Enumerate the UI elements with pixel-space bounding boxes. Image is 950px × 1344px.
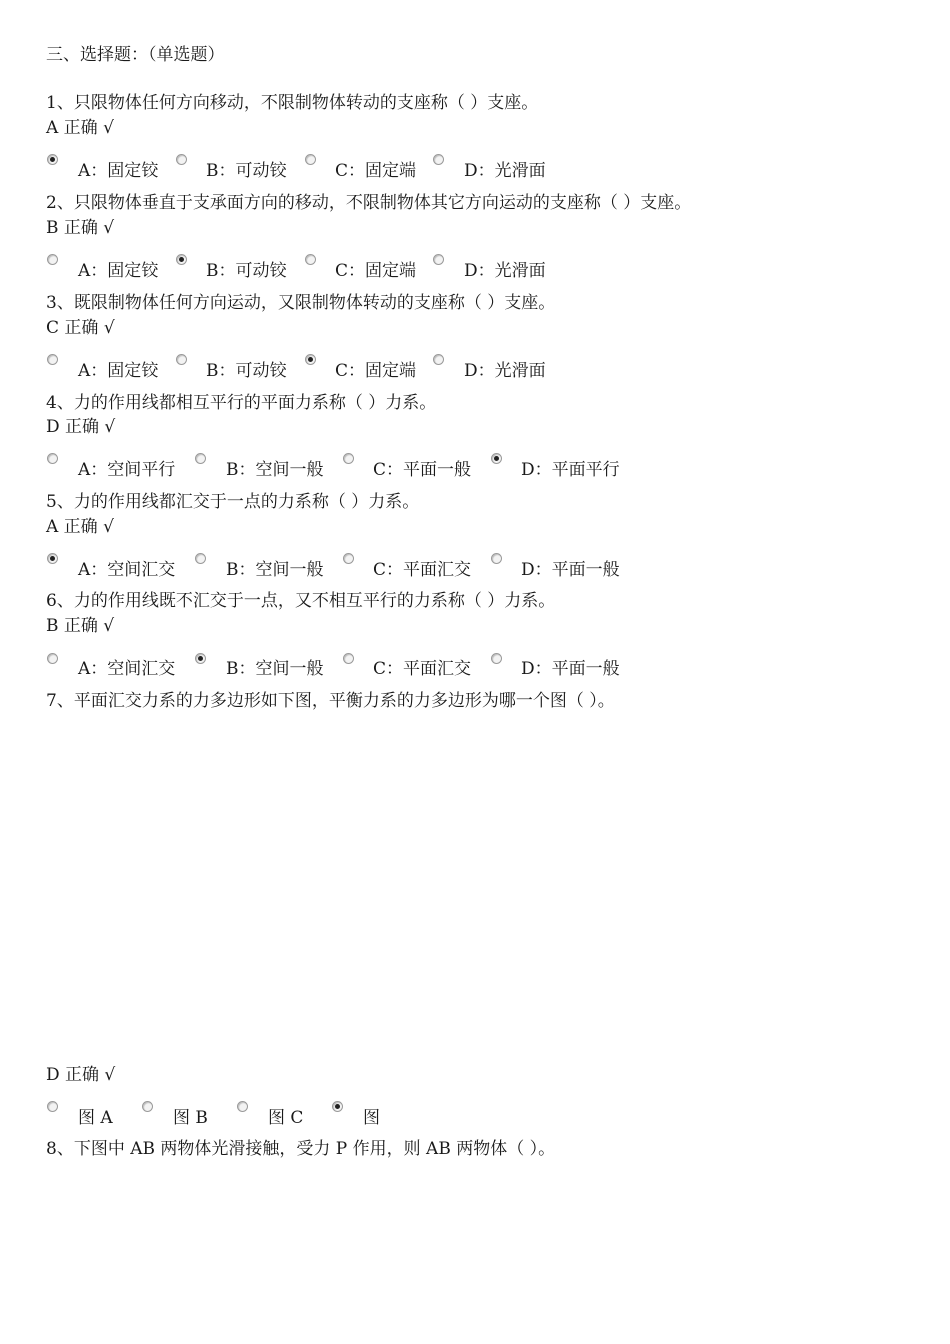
radio-option-d[interactable]	[433, 154, 444, 165]
radio-option-a[interactable]	[47, 154, 58, 165]
radio-option-c[interactable]	[305, 354, 316, 365]
option-label: 图	[363, 1108, 380, 1128]
option-label: D：平面一般	[521, 659, 620, 679]
option-label: A：固定铰	[78, 261, 159, 281]
option-label: C：固定端	[335, 361, 417, 381]
radio-option-c[interactable]	[343, 553, 354, 564]
answer-text: D 正确 √	[46, 417, 116, 437]
radio-option-d[interactable]	[332, 1101, 343, 1112]
radio-option-b[interactable]	[142, 1101, 153, 1112]
answer-text: A 正确 √	[46, 517, 114, 537]
answer-text: D 正确 √	[46, 1065, 116, 1085]
option-label: A：空间汇交	[78, 659, 176, 679]
radio-option-b[interactable]	[195, 453, 206, 464]
radio-option-c[interactable]	[343, 653, 354, 664]
radio-option-d[interactable]	[491, 653, 502, 664]
section-title: 三、选择题：（单选题）	[46, 45, 225, 65]
radio-option-a[interactable]	[47, 653, 58, 664]
answer-text: C 正确 √	[46, 318, 115, 338]
radio-option-a[interactable]	[47, 254, 58, 265]
option-label: B：可动铰	[206, 361, 287, 381]
question-text: 3、既限制物体任何方向运动，又限制物体转动的支座称（ ）支座。	[46, 293, 556, 313]
radio-option-a[interactable]	[47, 553, 58, 564]
radio-option-d[interactable]	[433, 354, 444, 365]
radio-option-b[interactable]	[176, 254, 187, 265]
option-label: C：平面汇交	[373, 560, 472, 580]
question-text: 5、力的作用线都汇交于一点的力系称（ ）力系。	[46, 492, 420, 512]
question-text: 8、下图中 AB 两物体光滑接触，受力 P 作用，则 AB 两物体（ ）。	[46, 1139, 556, 1159]
option-label: B：空间一般	[226, 460, 324, 480]
option-label: D：光滑面	[464, 361, 546, 381]
option-label: B：空间一般	[226, 560, 324, 580]
question-text: 1、只限物体任何方向移动，不限制物体转动的支座称（ ）支座。	[46, 93, 539, 113]
question-text: 7、平面汇交力系的力多边形如下图，平衡力系的力多边形为哪一个图（ ）。	[46, 691, 615, 711]
radio-option-a[interactable]	[47, 354, 58, 365]
option-label: D：平面一般	[521, 560, 620, 580]
radio-option-c[interactable]	[237, 1101, 248, 1112]
option-label: D：光滑面	[464, 161, 546, 181]
option-label: B：可动铰	[206, 161, 287, 181]
radio-option-d[interactable]	[433, 254, 444, 265]
answer-text: B 正确 √	[46, 616, 115, 636]
option-label: 图 C	[268, 1108, 304, 1128]
option-label: C：固定端	[335, 261, 417, 281]
option-label: D：光滑面	[464, 261, 546, 281]
option-label: 图 A	[78, 1108, 113, 1128]
radio-option-b[interactable]	[176, 354, 187, 365]
option-label: A：空间平行	[78, 460, 176, 480]
option-label: A：空间汇交	[78, 560, 176, 580]
option-label: C：平面汇交	[373, 659, 472, 679]
answer-text: B 正确 √	[46, 218, 115, 238]
option-label: B：空间一般	[226, 659, 324, 679]
radio-option-b[interactable]	[195, 653, 206, 664]
radio-option-a[interactable]	[47, 1101, 58, 1112]
radio-option-a[interactable]	[47, 453, 58, 464]
radio-option-d[interactable]	[491, 553, 502, 564]
radio-option-c[interactable]	[305, 154, 316, 165]
radio-option-b[interactable]	[195, 553, 206, 564]
option-label: C：固定端	[335, 161, 417, 181]
option-label: B：可动铰	[206, 261, 287, 281]
radio-option-c[interactable]	[305, 254, 316, 265]
option-label: C：平面一般	[373, 460, 472, 480]
question-text: 2、只限物体垂直于支承面方向的移动，不限制物体其它方向运动的支座称（ ）支座。	[46, 193, 692, 213]
option-label: A：固定铰	[78, 361, 159, 381]
option-label: 图 B	[173, 1108, 208, 1128]
option-label: A：固定铰	[78, 161, 159, 181]
radio-option-b[interactable]	[176, 154, 187, 165]
radio-option-d[interactable]	[491, 453, 502, 464]
answer-text: A 正确 √	[46, 118, 114, 138]
option-label: D：平面平行	[521, 460, 620, 480]
question-text: 6、力的作用线既不汇交于一点，又不相互平行的力系称（ ）力系。	[46, 591, 556, 611]
radio-option-c[interactable]	[343, 453, 354, 464]
question-text: 4、力的作用线都相互平行的平面力系称（ ）力系。	[46, 393, 437, 413]
